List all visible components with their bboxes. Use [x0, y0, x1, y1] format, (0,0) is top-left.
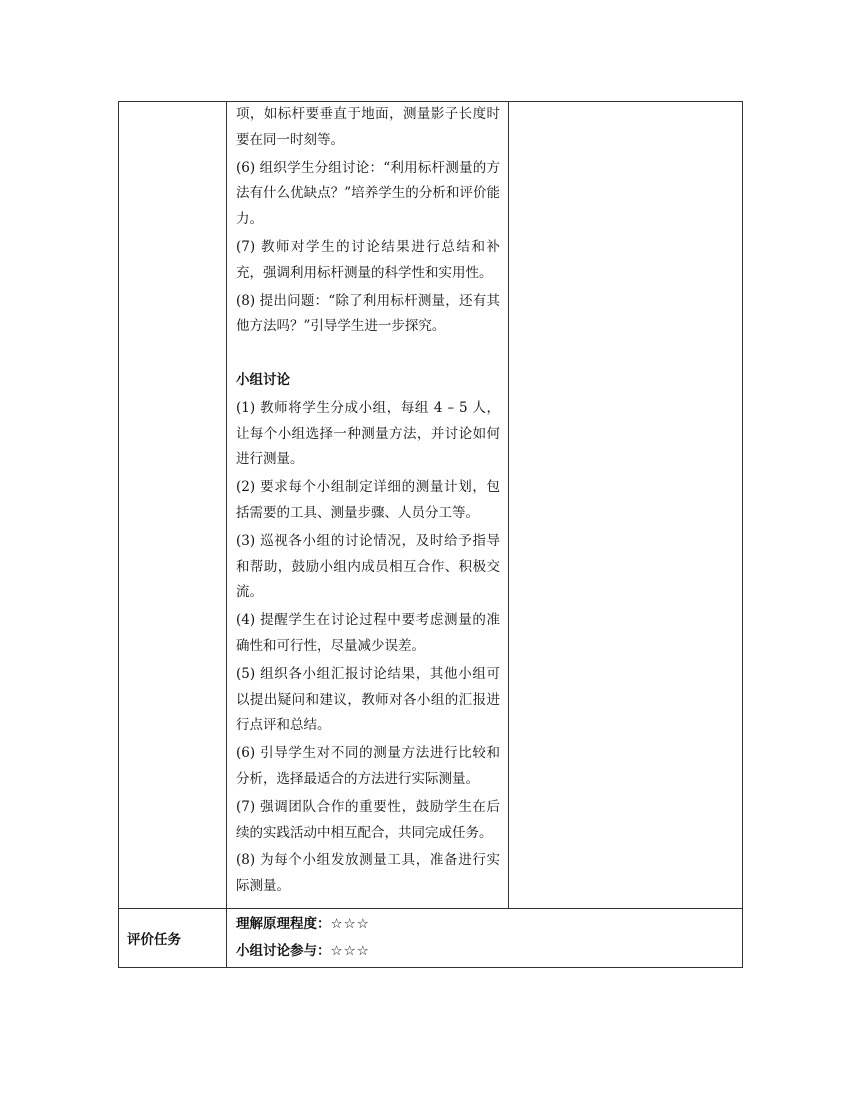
section-title: 小组讨论 — [236, 371, 290, 388]
evaluation-label: 评价任务 — [119, 908, 227, 967]
star-rating: ☆☆☆ — [330, 942, 370, 959]
evaluation-row — [119, 908, 743, 967]
evaluation-content-cell — [227, 908, 743, 967]
paragraph: (8) 为每个小组发放测量工具，准备进行实际测量。 — [236, 852, 500, 895]
paragraph: (3) 巡视各小组的讨论情况，及时给予指导和帮助，鼓励小组内成员相互合作、积极交流。 — [236, 532, 500, 601]
paragraph: (7) 教师对学生的讨论结果进行总结和补充，强调利用标杆测量的科学性和实用性。 — [236, 238, 500, 281]
paragraph: (7) 强调团队合作的重要性，鼓励学生在后续的实践活动中相互配合，共同完成任务。 — [236, 798, 500, 841]
paragraph: 项，如标杆要垂直于地面，测量影子长度时要在同一时刻等。 — [236, 106, 500, 148]
blank-line — [236, 342, 500, 368]
evaluation-item-key: 小组讨论参与： — [236, 942, 331, 959]
paragraph: (8) 提出问题：“除了利用标杆测量，还有其他方法吗？”引导学生进一步探究。 — [236, 292, 500, 335]
lesson-plan-table — [118, 101, 743, 968]
evaluation-item — [236, 938, 734, 965]
activity-label-cell — [119, 102, 227, 909]
evaluation-item — [236, 911, 734, 938]
paragraph: (4) 提醒学生在讨论过程中要考虑测量的准确性和可行性，尽量减少误差。 — [236, 612, 500, 654]
paragraph: (5) 组织各小组汇报讨论结果，其他小组可以提出疑问和建议，教师对各小组的汇报进行点评和总结。 — [236, 665, 500, 734]
paragraph: (6) 组织学生分组讨论：“利用标杆测量的方法有什么优缺点？”培养学生的分析和评价能力。 — [236, 159, 500, 228]
activity-content-cell — [227, 102, 509, 909]
paragraph: (1) 教师将学生分成小组，每组 4 – 5 人，让每个小组选择一种测量方法，并讨论如何进行测量。 — [236, 399, 500, 468]
star-rating: ☆☆☆ — [330, 915, 370, 932]
notes-cell — [509, 102, 743, 909]
activity-row — [119, 102, 743, 909]
evaluation-item-key: 理解原理程度： — [236, 915, 331, 932]
paragraph: (6) 引导学生对不同的测量方法进行比较和分析，选择最适合的方法进行实际测量。 — [236, 745, 500, 787]
paragraph: (2) 要求每个小组制定详细的测量计划，包括需要的工具、测量步骤、人员分工等。 — [236, 479, 500, 521]
